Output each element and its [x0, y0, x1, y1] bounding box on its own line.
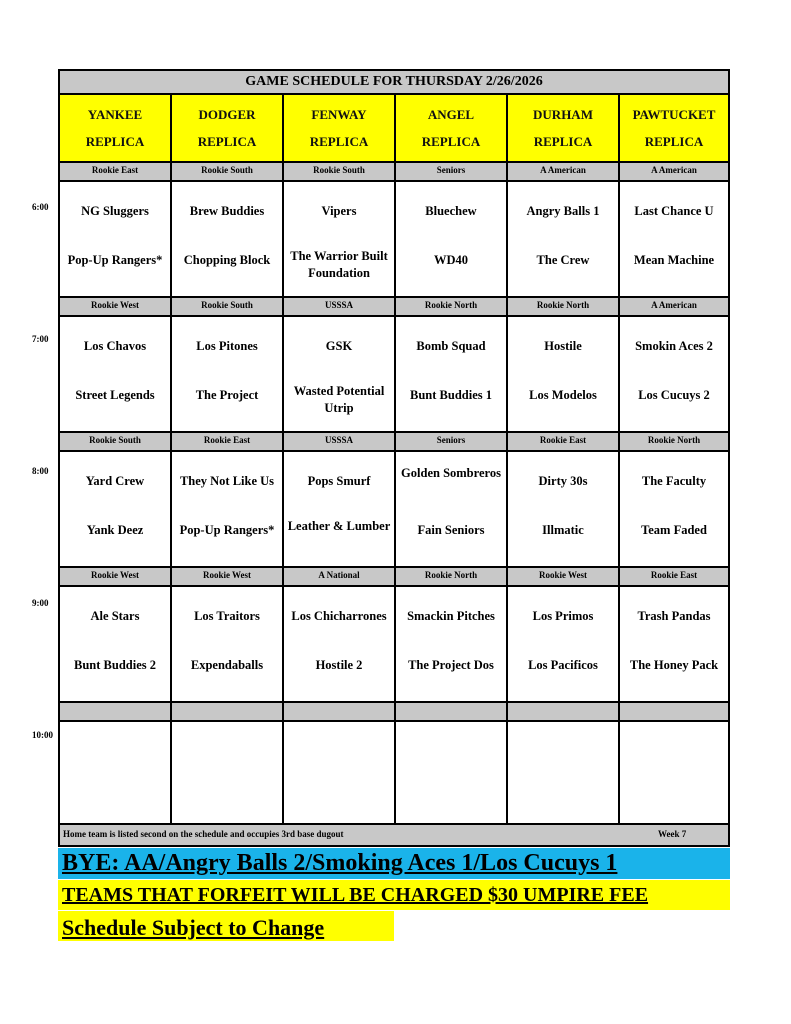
division-label: Rookie East	[172, 433, 284, 450]
division-label: Seniors	[396, 163, 508, 180]
game-cell	[508, 317, 620, 431]
division-label: Rookie South	[172, 163, 284, 180]
home-team: Mean Machine	[633, 253, 715, 267]
time-label-9: 9:00	[32, 598, 49, 608]
game-cell	[508, 587, 620, 701]
division-row	[60, 298, 728, 317]
away-team: Pops Smurf	[307, 474, 371, 488]
division-row	[60, 163, 728, 182]
away-team: Last Chance U	[634, 204, 714, 218]
home-team: Team Faded	[641, 523, 707, 537]
game-cell	[60, 587, 172, 701]
division-label	[60, 703, 172, 720]
home-team: Leather & Lumber	[287, 519, 391, 533]
game-cell	[60, 722, 172, 836]
home-team: Pop-Up Rangers*	[67, 253, 163, 267]
away-team: Brew Buddies	[189, 204, 265, 218]
division-label	[284, 703, 396, 720]
field-header	[620, 95, 728, 161]
game-cell	[60, 182, 172, 296]
game-row	[60, 452, 728, 568]
game-cell	[172, 182, 284, 296]
division-label: Rookie North	[396, 568, 508, 585]
field-header	[396, 95, 508, 161]
away-team: Ale Stars	[90, 609, 140, 623]
home-team: Los Cucuys 2	[638, 388, 710, 402]
division-label: A American	[651, 165, 697, 175]
field-name: DODGER	[198, 106, 256, 122]
game-cell	[284, 722, 396, 836]
field-header	[60, 95, 172, 161]
forfeit-banner	[58, 880, 730, 910]
division-label: Rookie North	[396, 298, 508, 315]
game-cell	[396, 452, 508, 566]
schedule-table	[58, 69, 730, 847]
field-name: DURHAM	[533, 106, 593, 122]
game-cell	[172, 722, 284, 836]
division-label: Seniors	[396, 433, 508, 450]
home-team: Hostile 2	[315, 658, 363, 672]
division-label: Rookie East	[650, 570, 698, 580]
game-cell	[284, 587, 396, 701]
field-sub: REPLICA	[197, 133, 257, 149]
away-team: They Not Like Us	[179, 474, 275, 488]
home-team: Pop-Up Rangers*	[179, 523, 275, 537]
schedule-grid	[60, 95, 728, 836]
division-label	[620, 703, 728, 720]
division-label: Rookie East	[60, 163, 172, 180]
away-team: Trash Pandas	[637, 609, 711, 623]
division-label: A American	[508, 163, 620, 180]
home-team-note: Home team is listed second on the schedule and occupies 3rd base dugout	[63, 829, 344, 839]
home-team: Street Legends	[75, 388, 155, 402]
field-sub: REPLICA	[644, 133, 704, 149]
division-label: Rookie West	[508, 568, 620, 585]
field-sub: REPLICA	[85, 133, 145, 149]
away-team: Bluechew	[425, 204, 477, 218]
game-cell	[620, 587, 728, 701]
division-label: A National	[284, 568, 396, 585]
game-row	[60, 587, 728, 703]
home-team: WD40	[433, 253, 469, 267]
game-row	[60, 722, 728, 836]
division-row	[60, 433, 728, 452]
home-team: Fain Seniors	[417, 523, 485, 537]
time-label-6: 6:00	[32, 202, 49, 212]
away-team: Yard Crew	[85, 474, 145, 488]
field-header-row	[60, 95, 728, 163]
division-label: Rookie North	[508, 298, 620, 315]
home-team: Bunt Buddies 1	[410, 388, 492, 402]
game-cell	[396, 722, 508, 836]
game-cell	[620, 452, 728, 566]
field-name: YANKEE	[87, 106, 143, 122]
home-team: Los Modelos	[529, 388, 597, 402]
home-team: The Project Dos	[408, 658, 494, 672]
home-team: Los Pacificos	[528, 658, 598, 672]
time-label-10: 10:00	[32, 730, 53, 740]
division-label: Rookie West	[60, 298, 172, 315]
game-cell	[284, 317, 396, 431]
away-team: Los Traitors	[194, 609, 260, 623]
away-team: Smokin Aces 2	[635, 339, 713, 353]
field-header	[508, 95, 620, 161]
division-label: A American	[651, 300, 697, 310]
week-label: Week 7	[658, 829, 687, 839]
game-cell	[60, 317, 172, 431]
game-cell	[508, 722, 620, 836]
home-team: Wasted Potential Utrip	[293, 384, 385, 415]
time-label-8: 8:00	[32, 466, 49, 476]
game-cell	[508, 182, 620, 296]
division-row	[60, 568, 728, 587]
game-cell	[284, 182, 396, 296]
game-cell	[620, 182, 728, 296]
away-team: Los Chicharrones	[291, 609, 387, 623]
game-cell	[172, 452, 284, 566]
division-label: Rookie South	[60, 433, 172, 450]
away-team: The Faculty	[641, 474, 707, 488]
game-cell	[284, 452, 396, 566]
field-sub: REPLICA	[309, 133, 369, 149]
away-team: Los Primos	[532, 609, 594, 623]
game-row	[60, 317, 728, 433]
division-label: Rookie East	[508, 433, 620, 450]
game-cell	[396, 587, 508, 701]
time-label-7: 7:00	[32, 334, 49, 344]
division-label: Rookie South	[172, 298, 284, 315]
away-team: Hostile	[544, 339, 582, 353]
home-team: The Crew	[536, 253, 590, 267]
away-team: Bomb Squad	[416, 339, 486, 353]
bye-banner	[58, 848, 730, 879]
subject-banner	[58, 911, 394, 941]
division-label: USSSA	[284, 298, 396, 315]
home-team: The Honey Pack	[629, 658, 719, 672]
game-cell	[620, 317, 728, 431]
home-team: Yank Deez	[86, 523, 144, 537]
division-label	[172, 703, 284, 720]
game-cell	[60, 452, 172, 566]
home-team: Expendaballs	[190, 658, 264, 672]
field-header	[172, 95, 284, 161]
away-team: Los Chavos	[83, 339, 147, 353]
field-header	[284, 95, 396, 161]
game-row	[60, 182, 728, 298]
game-cell	[396, 317, 508, 431]
division-label: Rookie North	[647, 435, 701, 445]
field-name: PAWTUCKET	[632, 106, 716, 122]
game-cell	[508, 452, 620, 566]
away-team: GSK	[325, 339, 353, 353]
away-team: Angry Balls 1	[526, 204, 600, 218]
division-label: Rookie South	[284, 163, 396, 180]
away-team: Vipers	[321, 204, 357, 218]
game-cell	[396, 182, 508, 296]
field-name: ANGEL	[427, 106, 475, 122]
away-team: NG Sluggers	[81, 204, 149, 218]
field-sub: REPLICA	[421, 133, 481, 149]
game-cell	[172, 317, 284, 431]
home-team: The Project	[195, 388, 259, 402]
division-label: Rookie West	[172, 568, 284, 585]
game-cell	[172, 587, 284, 701]
subject-text: Schedule Subject to Change	[62, 915, 325, 940]
away-team: Dirty 30s	[538, 474, 588, 488]
home-team: Bunt Buddies 2	[74, 658, 156, 672]
home-team: The Warrior Built Foundation	[290, 249, 388, 280]
home-team: Chopping Block	[183, 253, 271, 267]
forfeit-text: TEAMS THAT FORFEIT WILL BE CHARGED $30 UMPIRE FEE	[62, 884, 649, 906]
bye-text: BYE: AA/Angry Balls 2/Smoking Aces 1/Los Cucuys 1	[62, 850, 618, 876]
schedule-title: GAME SCHEDULE FOR THURSDAY 2/26/2026	[60, 71, 728, 95]
table-footer	[60, 823, 728, 845]
home-team: Illmatic	[542, 523, 584, 537]
division-label	[508, 703, 620, 720]
away-team: Smackin Pitches	[407, 609, 495, 623]
away-team: Los Pitones	[196, 339, 258, 353]
field-sub: REPLICA	[533, 133, 593, 149]
division-row	[60, 703, 728, 722]
field-name: FENWAY	[311, 106, 367, 122]
division-label	[396, 703, 508, 720]
division-label: Rookie West	[60, 568, 172, 585]
division-label: USSSA	[284, 433, 396, 450]
game-cell	[620, 722, 728, 836]
away-team: Golden Sombreros	[401, 466, 501, 480]
